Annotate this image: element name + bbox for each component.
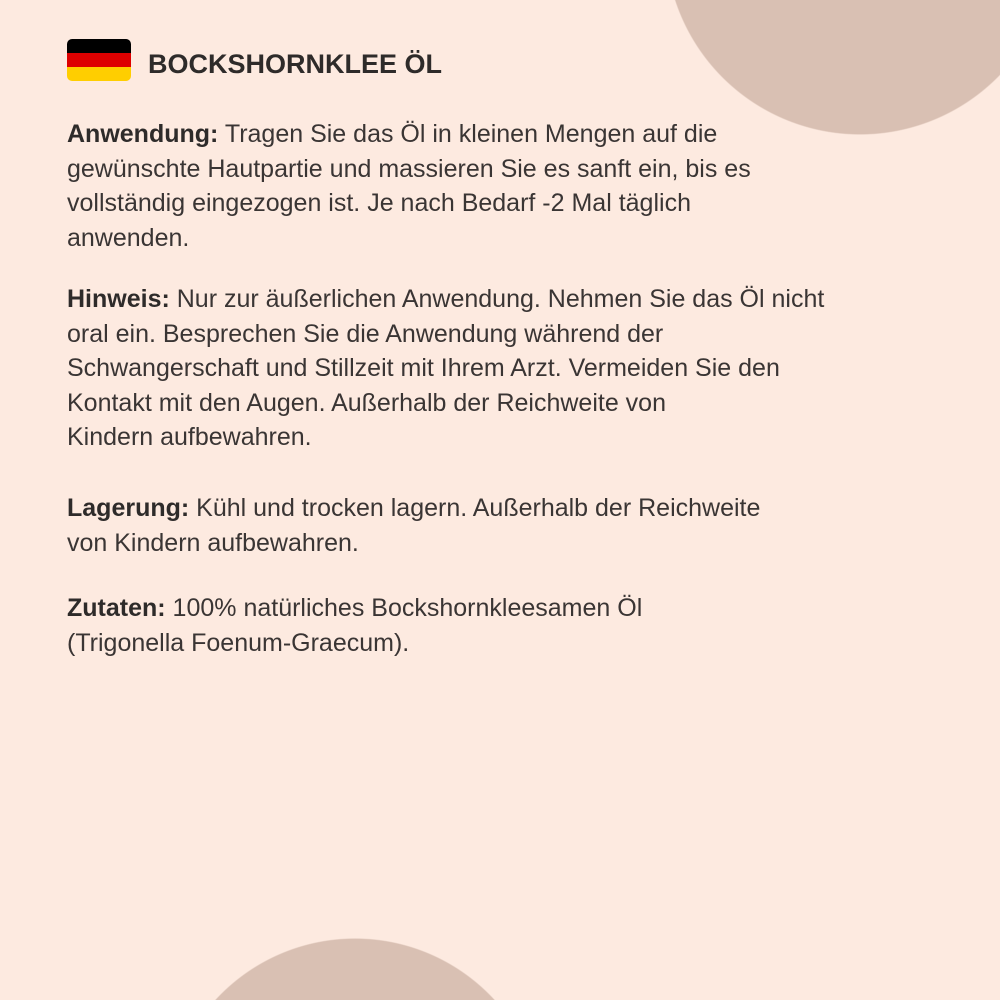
section-anwendung <box>67 117 967 255</box>
section-text: Kontakt mit den Augen. Außerhalb der Reichweite von <box>67 388 666 417</box>
section-label: Hinweis: <box>67 285 170 313</box>
section-text: Tragen Sie das Öl in kleinen Mengen auf die <box>218 120 718 148</box>
section-text: Schwangerschaft und Stillzeit mit Ihrem Arzt. Vermeiden Sie den <box>67 354 780 382</box>
section-text: oral ein. Besprechen Sie die Anwendung während der <box>67 319 664 348</box>
section-text: Kühl und trocken lagern. Außerhalb der Reichweite <box>189 494 761 522</box>
section-zutaten <box>67 591 967 660</box>
section-text: vollständig eingezogen ist. Je nach Bedarf -2 Mal täglich <box>67 189 691 217</box>
germany-flag-icon <box>67 39 131 81</box>
section-text: 100% natürliches Bockshornkleesamen Öl <box>165 594 643 622</box>
section-label: Anwendung: <box>67 120 219 148</box>
section-text: von Kindern aufbewahren. <box>67 528 359 557</box>
section-label: Zutaten: <box>67 594 166 622</box>
section-text: (Trigonella Foenum-Graecum). <box>67 628 410 657</box>
section-lagerung <box>67 491 967 560</box>
section-text: anwenden. <box>67 223 190 252</box>
section-text: gewünschte Hautpartie und massieren Sie es sanft ein, bis es <box>67 154 751 183</box>
section-hinweis <box>67 282 967 455</box>
section-text: Nur zur äußerlichen Anwendung. Nehmen Sie das Öl nicht <box>169 285 825 313</box>
page-title: BOCKSHORNKLEE ÖL <box>148 49 443 79</box>
section-text: Kindern aufbewahren. <box>67 423 312 451</box>
section-label: Lagerung: <box>67 494 190 522</box>
